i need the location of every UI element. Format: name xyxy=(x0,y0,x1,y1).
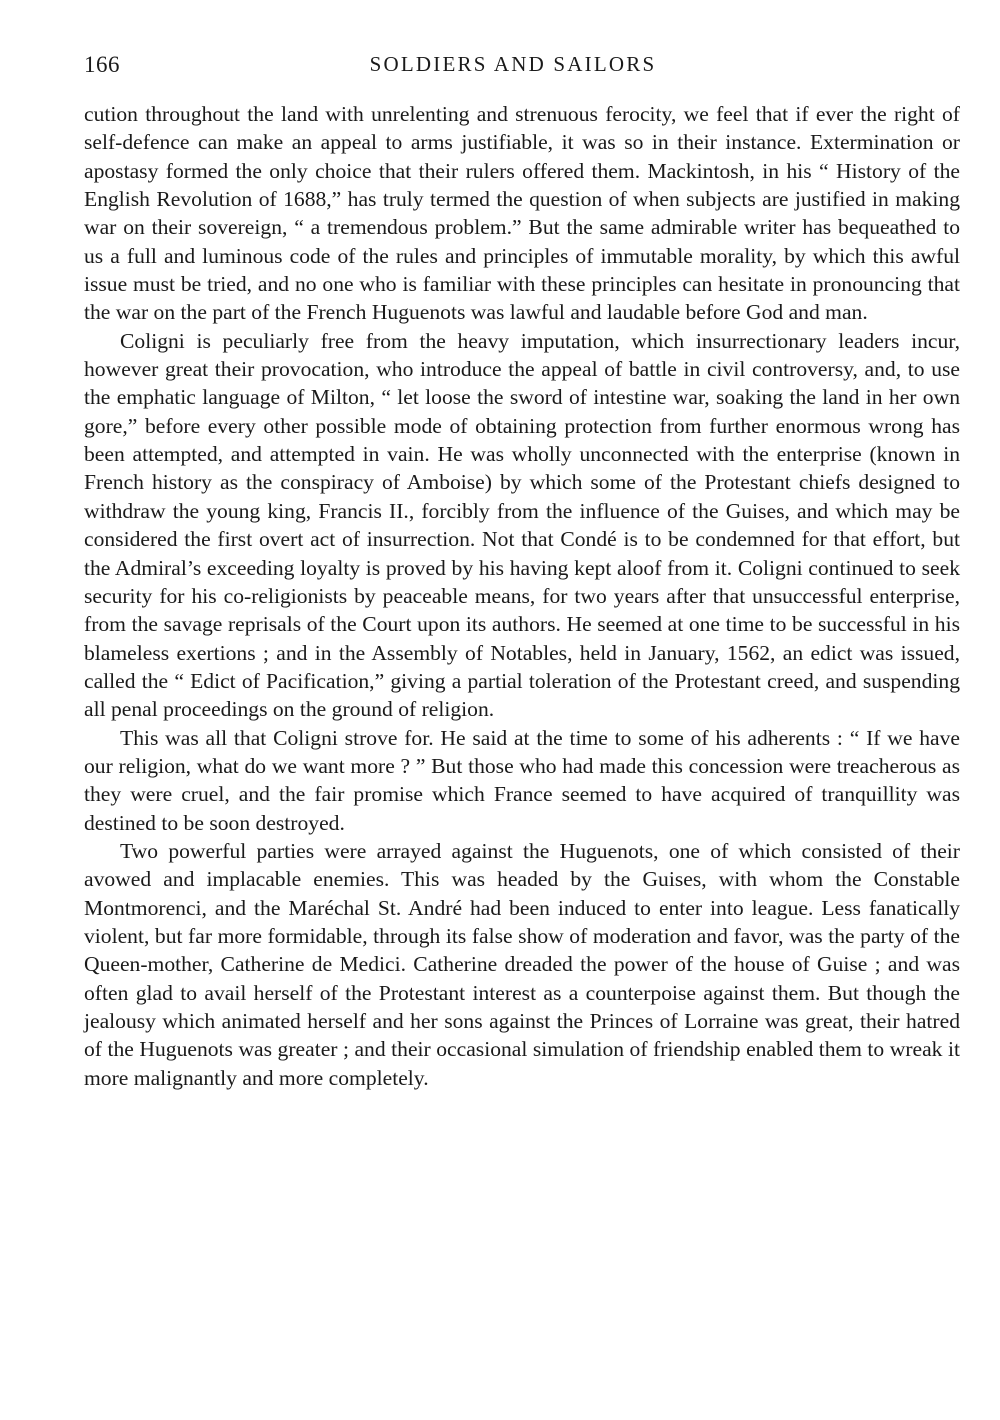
running-head xyxy=(84,52,964,84)
paragraph-continuation: cution throughout the land with unrelenting and strenuous ferocity, we feel that if ever the right of self-defence can make an appeal to arms justifiable, it was so in their instance. Extermination or apostasy formed the only choice that their rulers offered them. Mackintosh, in his “ History of the English Revolution of 1688,” has truly termed the question of when subjects are justified in making war on their sovereign, “ a tremendous problem.” But the same admirable writer has bequeathed to us a full and luminous code of the rules and principles of immutable morality, by which this awful issue must be tried, and no one who is familiar with these principles can hesitate in pronouncing that the war on the part of the French Huguenots was lawful and laudable before God and man. xyxy=(84,102,960,325)
running-title: SOLDIERS AND SAILORS xyxy=(369,52,657,76)
paragraph-two-parties: Two powerful parties were arrayed against the Huguenots, one of which consisted of their avowed and implacable enemies. This was headed by the Guises, with whom the Constable Montmorenci, and the Maréchal St. André had been induced to enter into league. Less fanatically violent, but far more formidable, through its false show of moderation and favor, was the party of the Queen-mother, Catherine de Medici. Catherine dreaded the power of the house of Guise ; and was often glad to avail herself of the Protestant interest as a counterpoise against them. But though the jealousy which animated herself and her sons against the Princes of Lorraine was great, their hatred of the Huguenots was greater ; and their occasional simulation of friendship enabled them to wreak it more malignantly and more completely. xyxy=(84,838,960,1090)
paragraph-coligni-strove: This was all that Coligni strove for. He said at the time to some of his adherents : “ If we have our religion, what do we want more ? ” But those who had made this concession were treacherous as they were cruel, and the fair promise which France seemed to have acquired of tranquillity was destined to be soon destroyed. xyxy=(84,725,960,835)
body-text xyxy=(84,100,960,1092)
page-number: 166 xyxy=(84,52,120,77)
paragraph-coligni-free: Coligni is peculiarly free from the heavy imputation, which insurrectionary leaders incur, however great their provocation, who introduce the appeal of battle in civil controversy, and, to use the emphatic language of Milton, “ let loose the sword of intestine war, soaking the land in her own gore,” before every other possible mode of obtaining protection from further enormous wrong has been attempted, and attempted in vain. He was wholly unconnected with the enterprise (known in French history as the conspiracy of Amboise) by which some of the Protestant chiefs designed to withdraw the young king, Francis II., forcibly from the influence of the Guises, and which may be considered the first overt act of insurrection. Not that Condé is to be condemned for that effort, but the Admiral’s exceeding loyalty is proved by his having kept aloof from it. Coligni continued to seek security for his co-religionists by peaceable means, for two years after that unsuccessful enterprise, from the savage reprisals of the Court upon its authors. He seemed at one time to be successful in his blameless exertions ; and in the Assembly of Notables, held in January, 1562, an edict was issued, called the “ Edict of Pacification,” giving a partial toleration of the Protestant creed, and suspending all penal proceedings on the ground of religion. xyxy=(84,328,960,722)
